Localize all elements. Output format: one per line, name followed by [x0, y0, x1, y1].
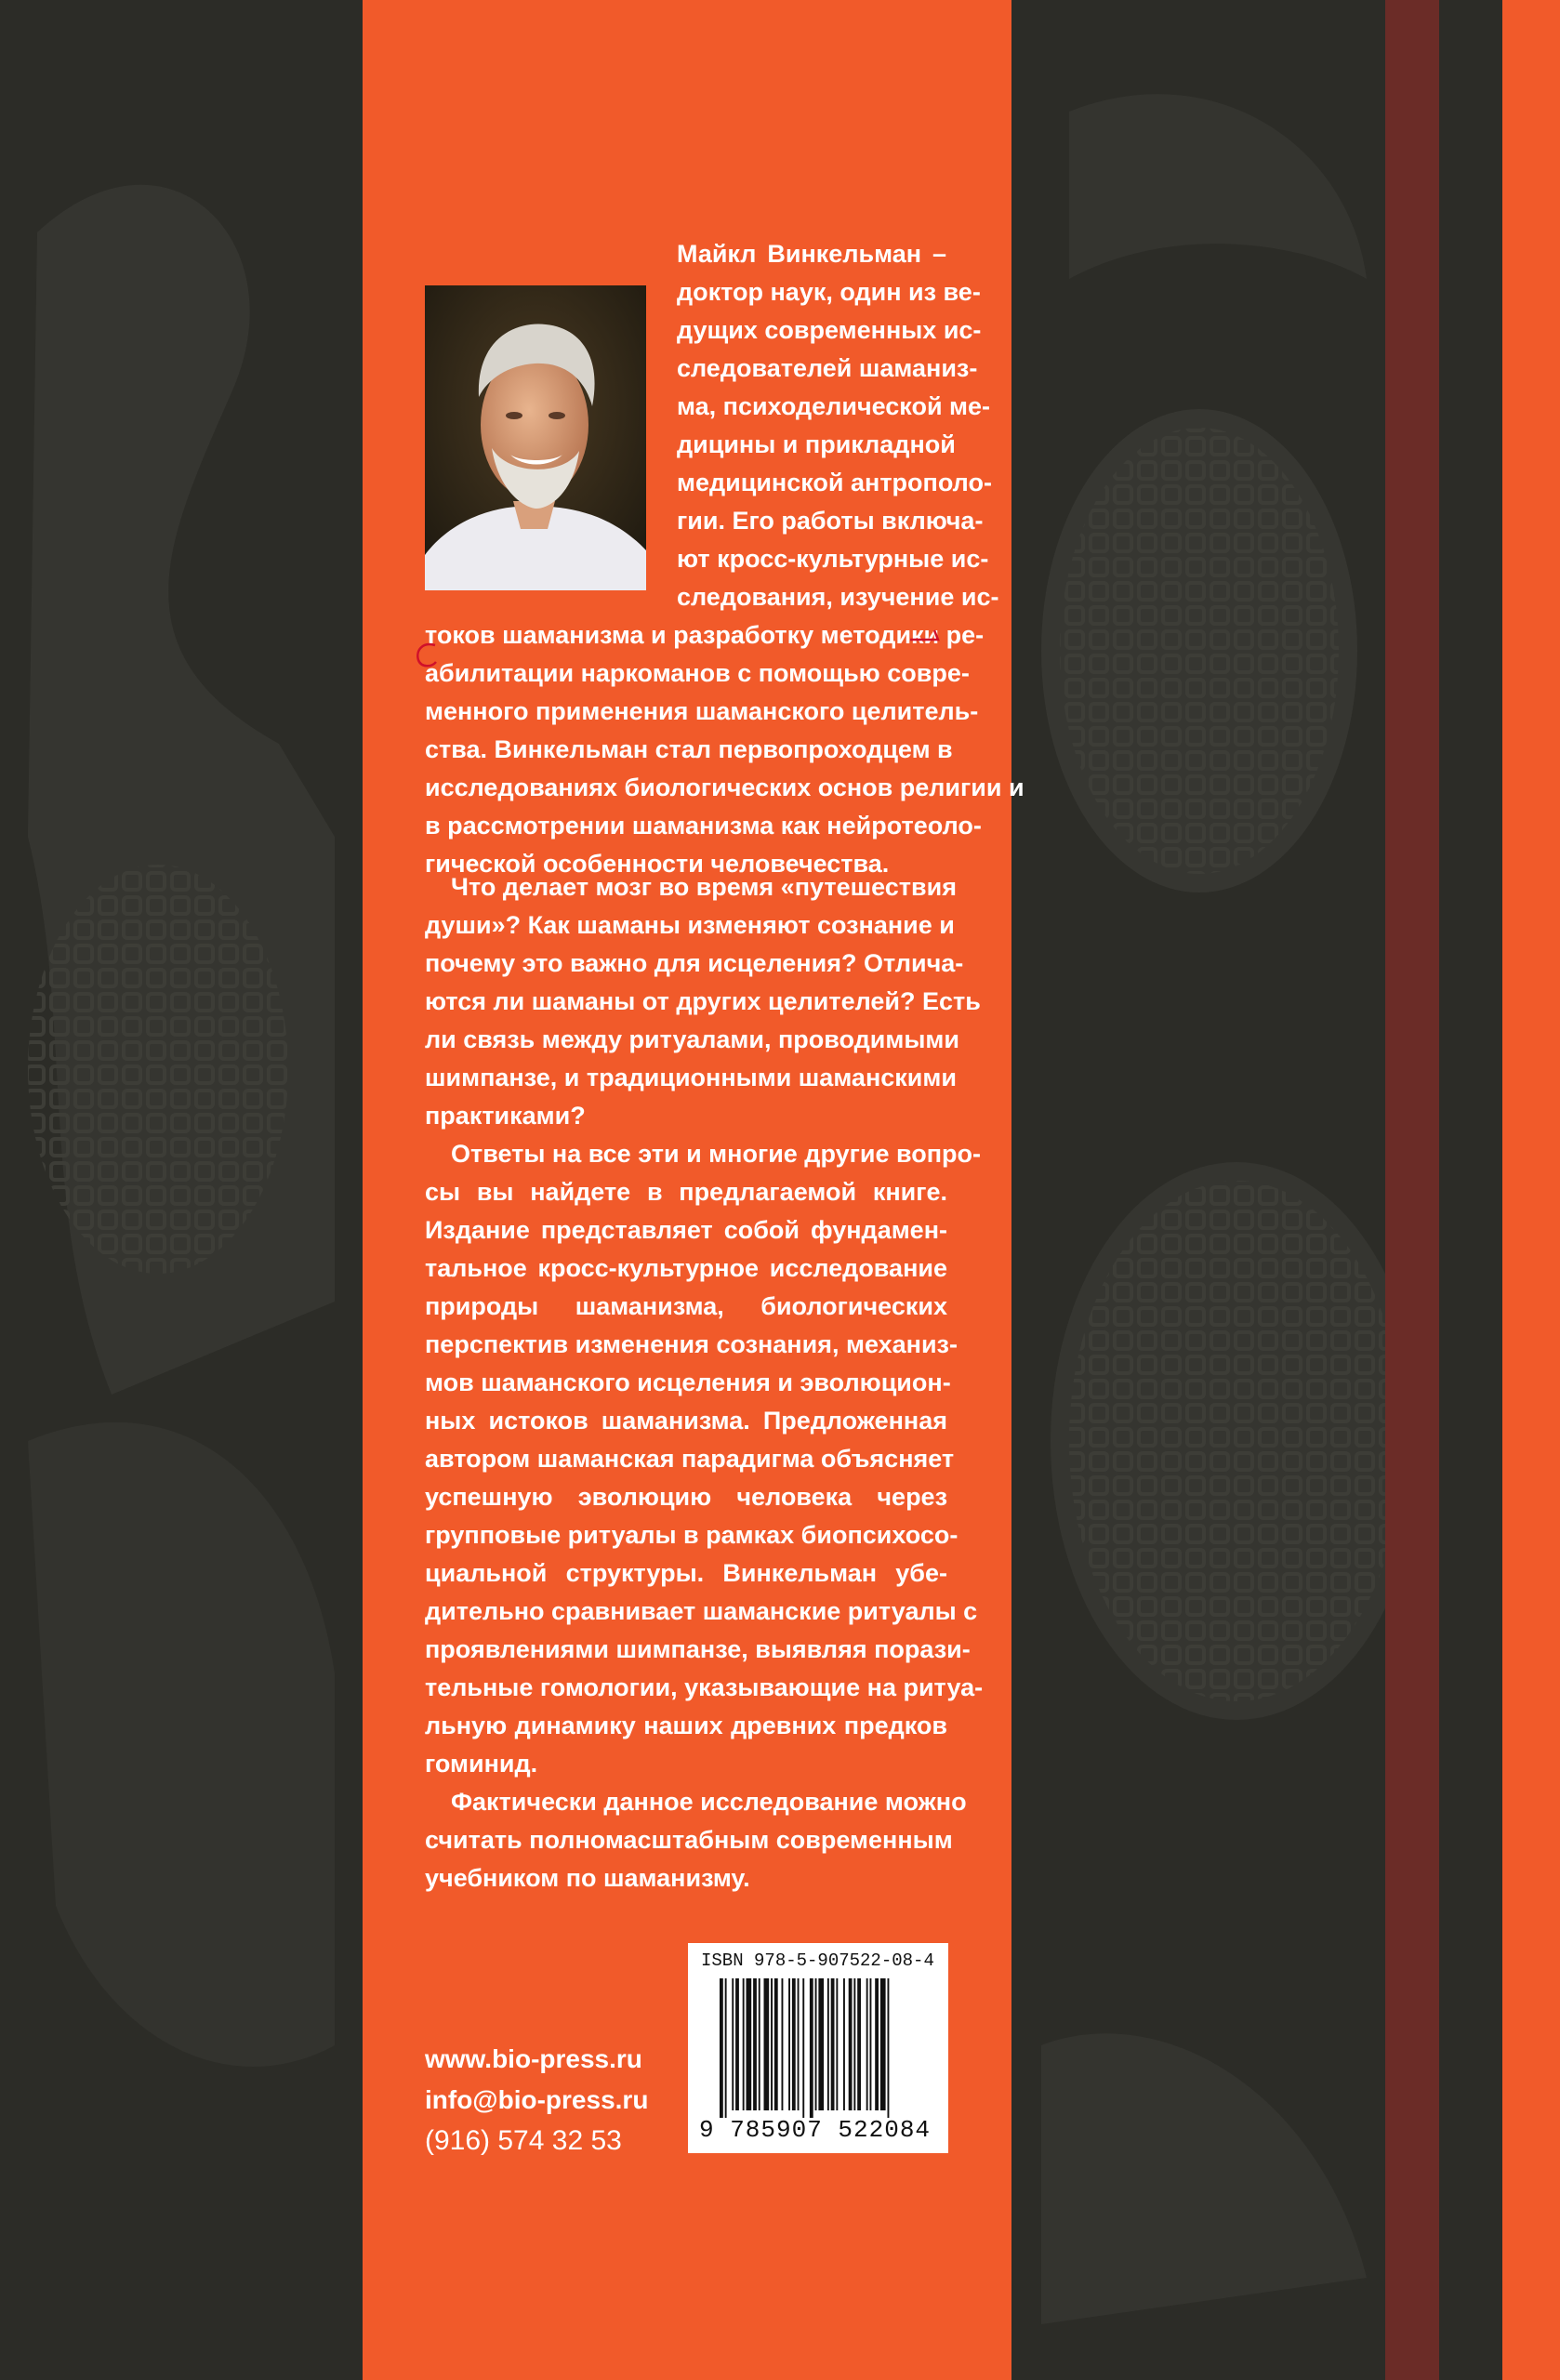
description-line: тальное кросс-культурное исследование [425, 1254, 947, 1282]
barcode-bar [849, 1978, 853, 2110]
proofreading-mark [413, 640, 441, 671]
barcode-bar [810, 1978, 813, 2118]
barcode-bar [759, 1978, 760, 2110]
proofreading-mark [906, 617, 944, 645]
description-line: перспектив изменения сознания, механиз- [425, 1330, 958, 1358]
website-link[interactable]: www.bio-press.ru [425, 2044, 642, 2073]
bio-line: медицинской антрополо- [677, 469, 992, 496]
description-line: гоминид. [425, 1750, 538, 1778]
barcode-bar [875, 1978, 879, 2110]
barcode-bar [870, 1978, 872, 2110]
description-line: Что делает мозг во время «путешествия [451, 873, 957, 901]
description-line: мов шаманского исцеления и эволюцион- [425, 1368, 951, 1396]
description-line: природы шаманизма, биологических [425, 1292, 947, 1320]
barcode-bar [774, 1978, 778, 2110]
barcode-bar [732, 1978, 734, 2110]
bio-line: ства. Винкельман стал первопроходцем в [425, 735, 953, 763]
barcode-bar [888, 1978, 890, 2118]
bio-line: абилитации наркоманов с помощью совре- [425, 659, 970, 687]
bio-line: Майкл Винкельман – [677, 240, 946, 268]
bio-line: доктор наук, один из ве- [677, 278, 981, 306]
phone-number: (916) 574 32 53 [425, 2125, 622, 2156]
bio-line: дущих современных ис- [677, 316, 982, 344]
bio-line: в рассмотрении шаманизма как нейротеоло- [425, 812, 982, 840]
description-line: Фактически данное исследование можно [451, 1788, 967, 1816]
description-line: дительно сравнивает шаманские ритуалы с [425, 1597, 978, 1625]
description-line: практиками? [425, 1102, 586, 1130]
barcode-bar [836, 1978, 838, 2110]
barcode-bar [764, 1978, 770, 2110]
isbn-number: ISBN 978-5-907522-08-4 [701, 1950, 934, 1971]
barcode-bar [853, 1978, 855, 2110]
barcode-bar [815, 1978, 817, 2110]
email-link[interactable]: info@bio-press.ru [425, 2085, 649, 2114]
description-line: Ответы на все эти и многие другие вопро- [451, 1140, 981, 1168]
barcode-bar [818, 1978, 824, 2110]
bio-line: менного применения шаманского целитель- [425, 697, 979, 725]
barcode-bar [771, 1978, 773, 2110]
bio-line: токов шаманизма и разработку методики ре- [425, 621, 985, 649]
barcode-bar [747, 1978, 752, 2110]
isbn-barcode [688, 1943, 948, 2153]
description-line: почему это важно для исцеления? Отлича- [425, 949, 964, 977]
description-line: циальной структуры. Винкельман убе- [425, 1559, 947, 1587]
description-line: успешную эволюцию человека через [425, 1483, 947, 1511]
ean-number: 9 785907 522084 [699, 2116, 932, 2144]
maroon-stripe [1385, 0, 1439, 2380]
author-photo [425, 285, 646, 590]
barcode-bar [827, 1978, 829, 2110]
description-line: тельные гомологии, указывающие на ритуа- [425, 1673, 984, 1701]
bio-line: гической особенности человечества. [425, 850, 890, 878]
barcode-bar [866, 1978, 868, 2110]
bio-line: следователей шаманиз- [677, 354, 978, 382]
description-line: автором шаманская парадигма объясняет [425, 1445, 955, 1473]
bio-line: следования, изучение ис- [677, 583, 999, 611]
description-line: льную динамику наших древних предков [425, 1712, 947, 1739]
barcode-bar [792, 1978, 796, 2110]
description-line: учебником по шаманизму. [425, 1864, 750, 1892]
description-line: групповые ритуалы в рамках биопсихосо- [425, 1521, 958, 1549]
description-line: проявлениями шимпанзе, выявляя порази- [425, 1635, 971, 1663]
publisher-contacts [425, 2039, 648, 2162]
barcode-bar [753, 1978, 757, 2110]
bio-line: дицины и прикладной [677, 430, 956, 458]
barcode-bar [843, 1978, 845, 2110]
description-line: ных истоков шаманизма. Предложенная [425, 1407, 947, 1435]
barcode-bar [802, 1978, 804, 2118]
barcode-bar [725, 1978, 727, 2118]
barcode-bar [857, 1978, 861, 2110]
barcode-bar [788, 1978, 790, 2110]
description-line: Издание представляет собой фундамен- [425, 1216, 947, 1244]
description-line: шимпанзе, и традиционными шаманскими [425, 1064, 957, 1091]
orange-edge-stripe [1502, 0, 1560, 2380]
description-line: ются ли шаманы от других целителей? Есть [425, 987, 981, 1015]
description-line: сы вы найдете в предлагаемой книге. [425, 1178, 947, 1206]
barcode-bar [743, 1978, 745, 2110]
bio-line: исследованиях биологических основ религии и [425, 774, 1025, 801]
barcode-bar [798, 1978, 800, 2110]
barcode-bar [782, 1978, 784, 2110]
bio-line: ма, психоделической ме- [677, 392, 991, 420]
bio-line: ют кросс-культурные ис- [677, 545, 989, 573]
book-description [425, 868, 984, 1897]
description-line: ли связь между ритуалами, проводимыми [425, 1025, 959, 1053]
barcode-bar [720, 1978, 723, 2118]
description-line: считать полномасштабным современным [425, 1826, 953, 1854]
bio-line: гии. Его работы включа- [677, 507, 984, 535]
barcode-bar [831, 1978, 835, 2110]
author-bio-top [677, 235, 999, 616]
author-bio-continued [425, 616, 1025, 883]
barcode-bar [880, 1978, 886, 2110]
barcode-bar [735, 1978, 739, 2110]
description-line: души»? Как шаманы изменяют сознание и [425, 911, 955, 939]
